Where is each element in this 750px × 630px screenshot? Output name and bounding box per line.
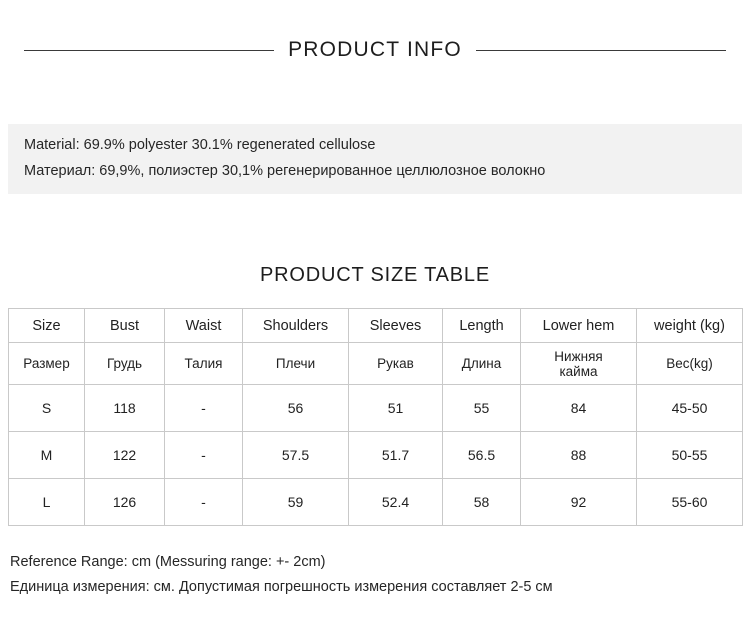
cell-size-l: L [9,479,85,526]
col-header-lowerhem-ru-line1: Нижняя [554,348,603,364]
col-header-length-en: Length [443,309,521,343]
cell-length-s: 55 [443,385,521,432]
col-header-lowerhem-ru [521,343,637,385]
col-header-bust-ru: Грудь [85,343,165,385]
cell-lowerhem-s: 84 [521,385,637,432]
cell-shoulders-l: 59 [243,479,349,526]
cell-size-m: M [9,432,85,479]
size-table-body [9,385,743,526]
col-header-waist-en: Waist [165,309,243,343]
material-panel [8,124,742,194]
note-reference-range-en: Reference Range: cm (Messuring range: +- 2cm) [10,554,326,570]
size-table-head [9,309,743,385]
cell-sleeves-l: 52.4 [349,479,443,526]
col-header-lowerhem-ru-line2: кайма [559,363,598,379]
table-row [9,385,743,432]
col-header-shoulders-en: Shoulders [243,309,349,343]
page-title: PRODUCT INFO [288,38,462,61]
cell-sleeves-s: 51 [349,385,443,432]
col-header-weight-en: weight (kg) [637,309,743,343]
header-rule-left [24,50,274,51]
col-header-length-ru: Длина [443,343,521,385]
cell-sleeves-m: 51.7 [349,432,443,479]
col-header-bust-en: Bust [85,309,165,343]
cell-weight-l: 55-60 [637,479,743,526]
size-table [8,308,743,526]
material-text-ru: Материал: 69,9%, полиэстер 30,1% регенерированное целлюлозное волокно [24,163,546,179]
table-row [9,432,743,479]
cell-bust-s: 118 [85,385,165,432]
header-row-ru [9,343,743,385]
material-text-en: Material: 69.9% polyester 30.1% regenerated cellulose [24,137,376,153]
cell-shoulders-s: 56 [243,385,349,432]
col-header-size-ru: Размер [9,343,85,385]
size-table-wrapper [8,308,742,526]
col-header-shoulders-ru: Плечи [243,343,349,385]
cell-waist-s: - [165,385,243,432]
cell-bust-l: 126 [85,479,165,526]
cell-length-m: 56.5 [443,432,521,479]
col-header-waist-ru: Талия [165,343,243,385]
cell-shoulders-m: 57.5 [243,432,349,479]
cell-waist-m: - [165,432,243,479]
header-row-en [9,309,743,343]
header-rule-right [476,50,726,51]
col-header-sleeves-en: Sleeves [349,309,443,343]
note-reference-range-ru: Единица измерения: см. Допустимая погрешность измерения составляет 2-5 см [10,579,553,595]
size-table-title: PRODUCT SIZE TABLE [259,264,490,286]
table-row [9,479,743,526]
cell-size-s: S [9,385,85,432]
col-header-lowerhem-en: Lower hem [521,309,637,343]
col-header-weight-ru: Вес(kg) [637,343,743,385]
cell-weight-s: 45-50 [637,385,743,432]
product-info-header [0,38,750,62]
cell-bust-m: 122 [85,432,165,479]
cell-weight-m: 50-55 [637,432,743,479]
cell-length-l: 58 [443,479,521,526]
cell-waist-l: - [165,479,243,526]
col-header-sleeves-ru: Рукав [349,343,443,385]
measurement-notes [10,550,744,600]
cell-lowerhem-l: 92 [521,479,637,526]
col-header-size-en: Size [9,309,85,343]
cell-lowerhem-m: 88 [521,432,637,479]
